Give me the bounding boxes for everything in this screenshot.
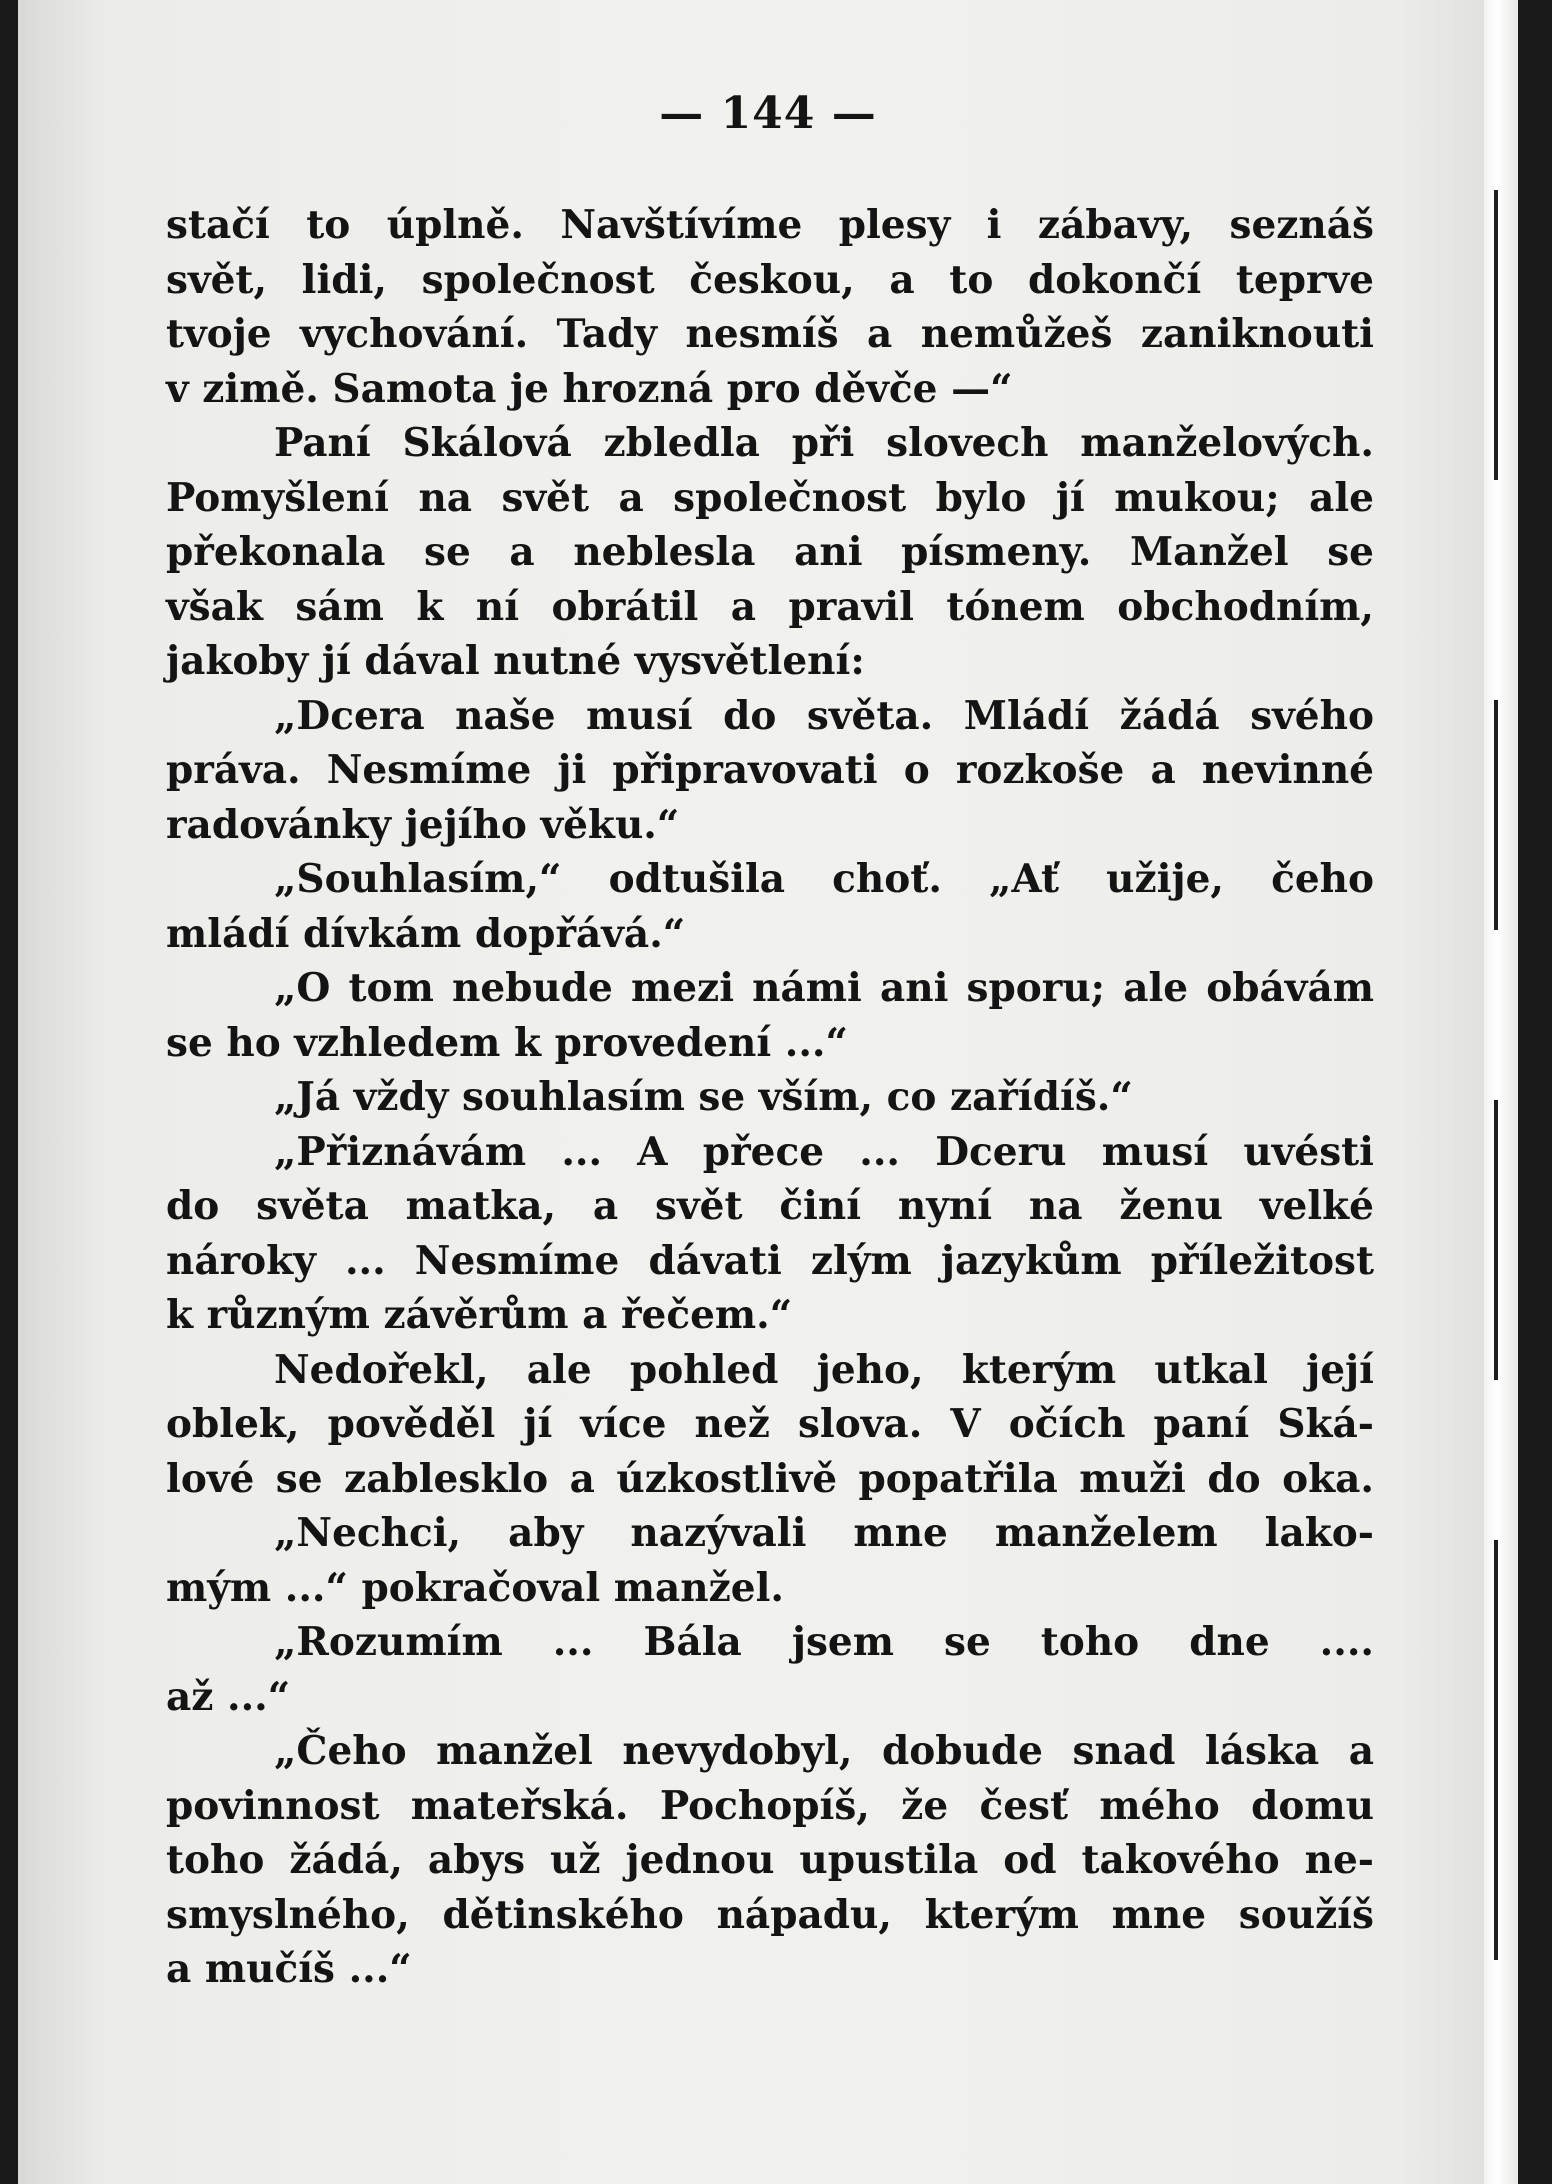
text-line: lové se zablesklo a úzkostlivě popatřila muži do oka. [166, 1455, 1374, 1502]
text-line: „Přiznávám ... A přece ... Dceru musí uvésti [274, 1128, 1374, 1175]
text-line: smyslného, dětinského nápadu, kterým mne soužíš [166, 1891, 1374, 1938]
text-line: „Čeho manžel nevydobyl, dobude snad láska a [274, 1728, 1374, 1774]
text-line: mládí dívkám dopřává.“ [166, 910, 686, 957]
text-line: do světa matka, a svět činí nyní na ženu velké [166, 1183, 1374, 1229]
edge-mark [1494, 1540, 1498, 1960]
edge-mark [1494, 1100, 1498, 1380]
text-line: povinnost mateřská. Pochopíš, že česť mého domu [166, 1782, 1374, 1829]
text-line: radovánky jejího věku.“ [166, 801, 680, 848]
text-line: práva. Nesmíme ji připravovati o rozkoše a nevinné [166, 747, 1374, 793]
text-line: k různým závěrům a řečem.“ [166, 1292, 793, 1338]
text-line: se ho vzhledem k provedení ...“ [166, 1019, 848, 1066]
text-line: v zimě. Samota je hrozná pro děvče —“ [166, 365, 1013, 412]
text-line: oblek, pověděl jí více než slova. V očích paní Ská- [166, 1401, 1374, 1447]
text-line: nároky ... Nesmíme dávati zlým jazykům příležitost [166, 1237, 1374, 1284]
body-text [166, 198, 1374, 1997]
page-edge-strip [1484, 0, 1518, 2184]
text-line: svět, lidi, společnost českou, a to dokončí teprve [166, 256, 1374, 303]
page-number: — 144 — [659, 88, 877, 139]
text-line: a mučíš ...“ [166, 1946, 412, 1992]
text-line: překonala se a neblesla ani písmeny. Manžel se [166, 529, 1374, 575]
text-line: tvoje vychování. Tady nesmíš a nemůžeš zaniknouti [166, 311, 1374, 357]
book-page [18, 0, 1518, 2184]
text-line: jakoby jí dával nutné vysvětlení: [166, 638, 865, 684]
text-line: stačí to úplně. Navštívíme plesy i zábavy, seznáš [166, 202, 1374, 248]
text-line: však sám k ní obrátil a pravil tónem obchodním, [166, 583, 1374, 630]
text-line: „O tom nebude mezi námi ani sporu; ale obávám [274, 965, 1374, 1011]
text-line: „Nechci, aby nazývali mne manželem lako- [274, 1510, 1374, 1556]
text-line: toho žádá, abys už jednou upustila od takového ne- [166, 1837, 1374, 1883]
text-line: „Souhlasím,“ odtušila choť. „Ať užije, čeho [274, 856, 1374, 902]
text-line: „Rozumím ... Bála jsem se toho dne .... [274, 1619, 1374, 1665]
edge-mark [1494, 700, 1498, 930]
text-line: Nedořekl, ale pohled jeho, kterým utkal její [274, 1346, 1374, 1393]
text-line: Pomyšlení na svět a společnost bylo jí mukou; ale [166, 474, 1374, 521]
text-line: Paní Skálová zbledla při slovech manželových. [274, 420, 1374, 466]
edge-mark [1494, 190, 1498, 480]
text-line: „Dcera naše musí do světa. Mládí žádá svého [274, 692, 1374, 739]
text-line: mým ...“ pokračoval manžel. [166, 1564, 784, 1611]
text-line: až ...“ [166, 1673, 291, 1720]
text-line: „Já vždy souhlasím se vším, co zařídíš.“ [274, 1074, 1133, 1120]
